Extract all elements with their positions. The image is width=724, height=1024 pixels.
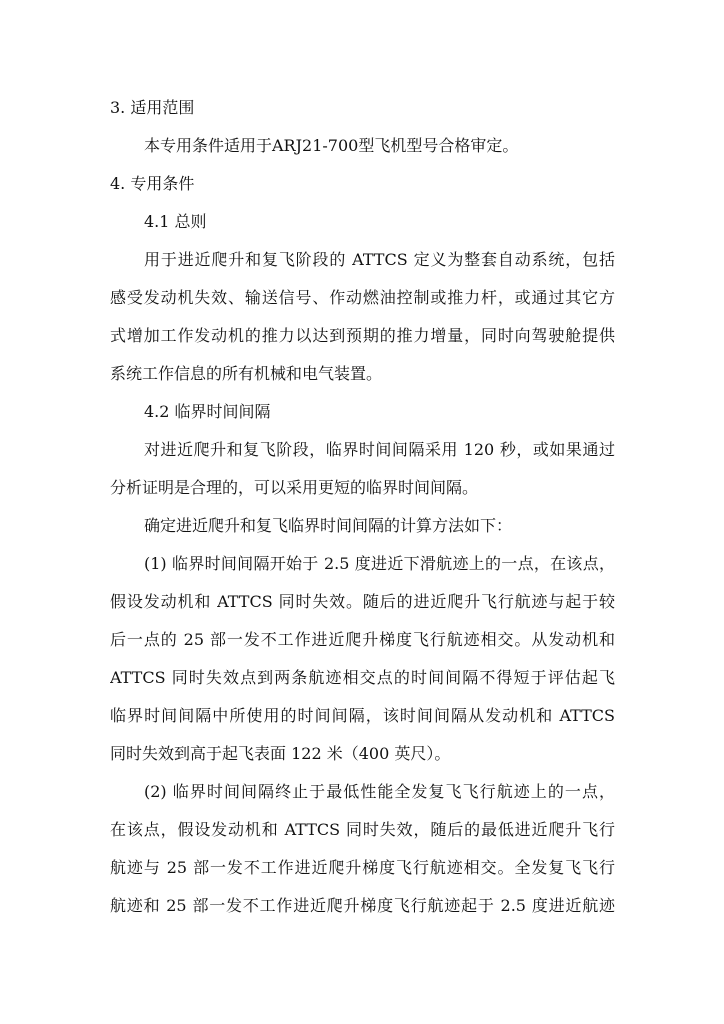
paragraph-line: 假设发动机和 ATTCS 同时失效。随后的进近爬升飞行航迹与起于较 xyxy=(110,592,615,611)
paragraph-line: 用于进近爬升和复飞阶段的 ATTCS 定义为整套自动系统，包括 xyxy=(144,250,615,269)
paragraph-line: 式增加工作发动机的推力以达到预期的推力增量，同时向驾驶舱提供 xyxy=(110,326,615,345)
paragraph-line: 分析证明是合理的，可以采用更短的临界时间间隔。 xyxy=(110,478,479,497)
paragraph-line: (2) 临界时间间隔终止于最低性能全发复飞飞行航迹上的一点， xyxy=(144,782,615,801)
paragraph-line: 航迹与 25 部一发不工作进近爬升梯度飞行航迹相交。全发复飞飞行 xyxy=(110,858,615,877)
subsection-heading-critical-interval: 4.2 临界时间间隔 xyxy=(144,402,271,421)
paragraph-line: 本专用条件适用于ARJ21-700型飞机型号合格审定。 xyxy=(144,136,519,155)
paragraph-line: 系统工作信息的所有机械和电气装置。 xyxy=(110,364,383,383)
section-heading-special-conditions: 4. 专用条件 xyxy=(110,174,195,193)
paragraph-line: 临界时间间隔中所使用的时间间隔，该时间间隔从发动机和 ATTCS xyxy=(110,706,615,725)
paragraph-line: 后一点的 25 部一发不工作进近爬升梯度飞行航迹相交。从发动机和 xyxy=(110,630,615,649)
paragraph-line: 在该点，假设发动机和 ATTCS 同时失效，随后的最低进近爬升飞行 xyxy=(110,820,615,839)
paragraph-line: 同时失效到高于起飞表面 122 米（400 英尺）。 xyxy=(110,744,451,763)
paragraph-line: 确定进近爬升和复飞临界时间间隔的计算方法如下： xyxy=(144,516,513,535)
paragraph-line: (1) 临界时间间隔开始于 2.5 度进近下滑航迹上的一点，在该点， xyxy=(144,554,615,573)
paragraph-line: 感受发动机失效、输送信号、作动燃油控制或推力杆，或通过其它方 xyxy=(110,288,615,307)
section-heading-scope: 3. 适用范围 xyxy=(110,98,195,117)
paragraph-line: 对进近爬升和复飞阶段，临界时间间隔采用 120 秒，或如果通过 xyxy=(144,440,615,459)
paragraph-line: 航迹和 25 部一发不工作进近爬升梯度飞行航迹起于 2.5 度进近航迹 xyxy=(110,896,615,915)
paragraph-line: ATTCS 同时失效点到两条航迹相交点的时间间隔不得短于评估起飞 xyxy=(110,668,615,687)
subsection-heading-general: 4.1 总则 xyxy=(144,212,207,231)
